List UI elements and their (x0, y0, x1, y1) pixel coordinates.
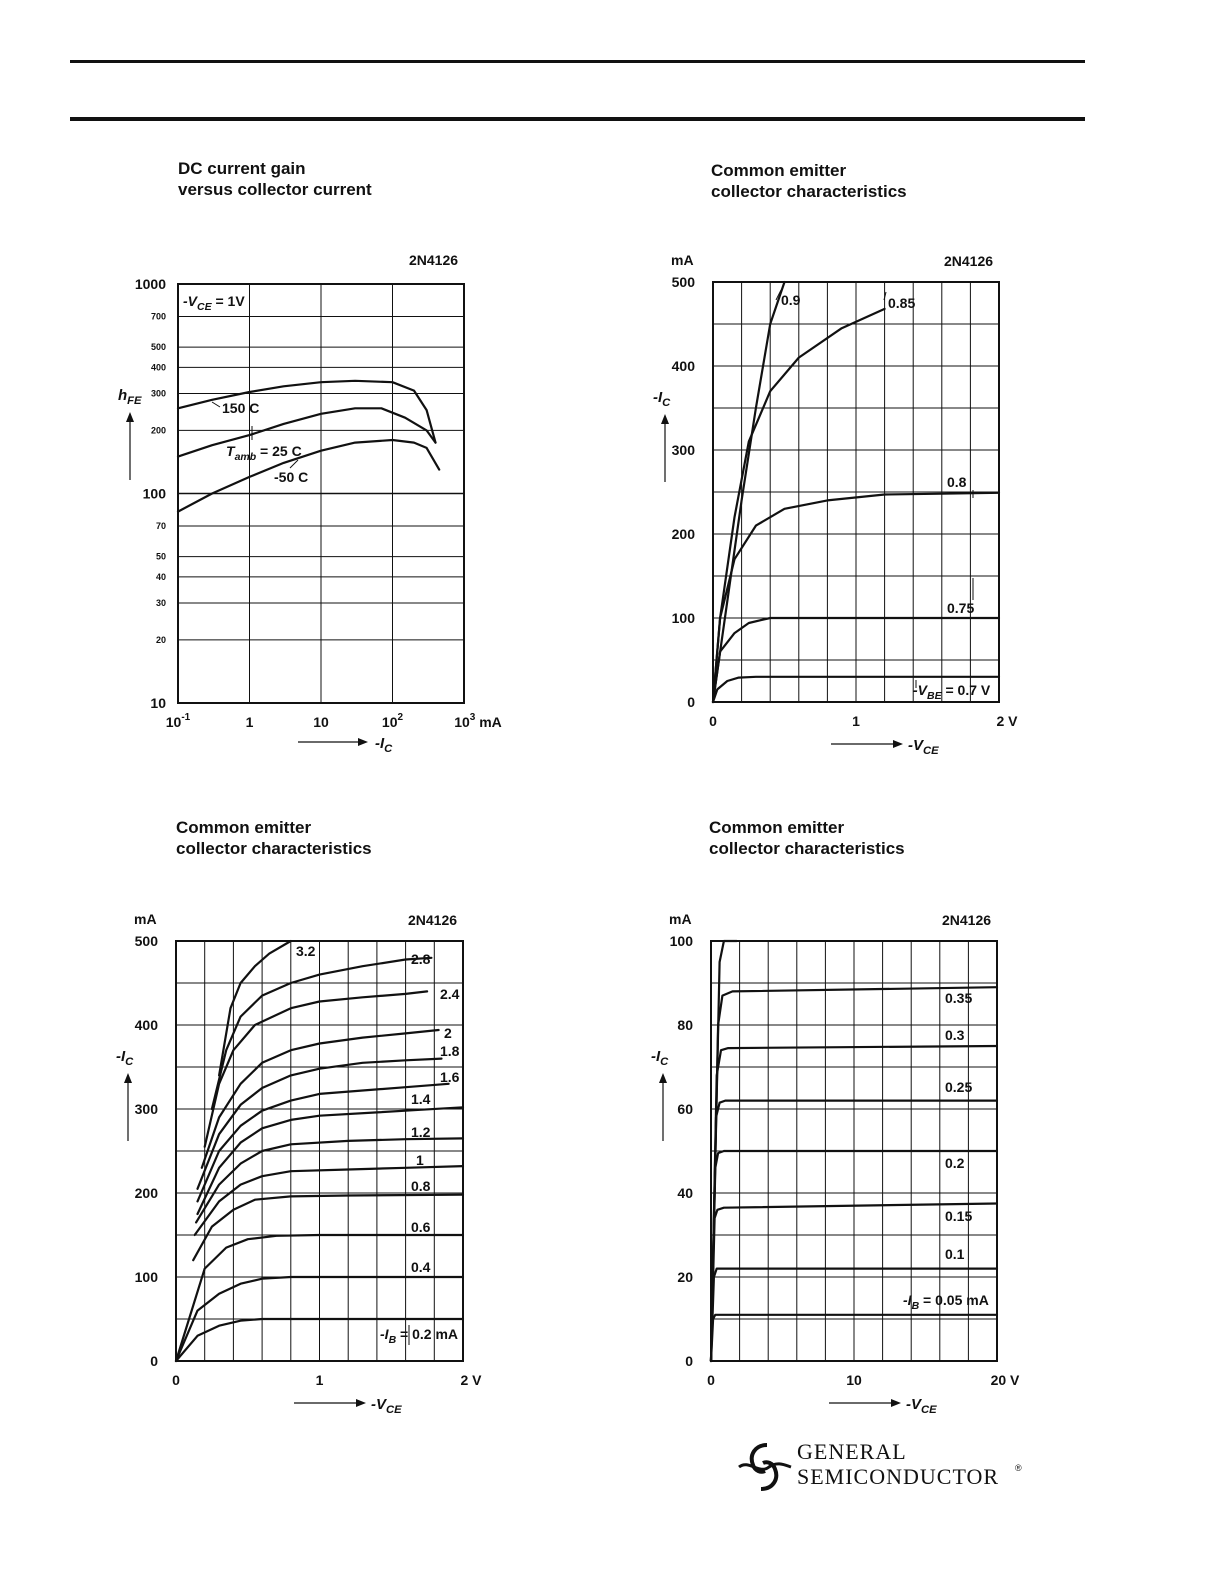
chart4-series-label: 0.35 (945, 990, 973, 1006)
chart4-y-tick-label: 0 (685, 1353, 693, 1369)
chart1-y-tick-label: 50 (155, 551, 166, 562)
chart3-y-tick-label: 300 (134, 1101, 158, 1117)
chart3-y-tick-label: 400 (134, 1017, 158, 1033)
chart1-condition-label: $-V_{CE} = 1V$ (183, 293, 245, 313)
chart1-y-arrow-head (126, 412, 134, 422)
chart3-series-label: 1.8 (440, 1043, 460, 1059)
chart4-y-arrow-head (659, 1073, 667, 1083)
chart3-series-label: 0.4 (411, 1259, 431, 1275)
chart1-series-line (178, 381, 436, 443)
chart2-series-label: 0.85 (888, 295, 916, 311)
chart4-series-label: 0.1 (945, 1246, 965, 1262)
chart1-x-tick-label: $10^2$ (381, 712, 404, 730)
chart4-series-label: 0.2 (945, 1155, 965, 1171)
chart3-series-label: 1.6 (440, 1069, 460, 1085)
gs-logo-icon (735, 1437, 795, 1497)
chart2-x-arrow-head (893, 740, 903, 748)
chart1-title-line1: DC current gain (178, 159, 306, 178)
chart1-y-tick-label: 70 (155, 520, 166, 531)
chart4-y-tick-label: 80 (677, 1017, 693, 1033)
chart2-title-line1: Common emitter (711, 161, 847, 180)
chart1-y-tick-label: 200 (150, 425, 166, 436)
chart3-title-line2: collector characteristics (176, 839, 372, 858)
chart1-leader (212, 402, 220, 407)
chart2-y-tick-label: 0 (687, 694, 695, 710)
chart2-part-label: 2N4126 (944, 253, 994, 269)
chart1-y-axis-label: $h_{FE}$ (118, 387, 142, 407)
chart2-y-tick-label: 400 (671, 358, 695, 374)
chart1-y-tick-label: 400 (150, 362, 166, 373)
chart4-title-line1: Common emitter (709, 818, 845, 837)
chart3-part-label: 2N4126 (408, 912, 458, 928)
chart1-y-tick-label: 500 (150, 342, 166, 353)
chart1-series-line (178, 440, 439, 512)
chart4-y-tick-label: 100 (669, 933, 693, 949)
chart3-series-label: $-I_B = 0.2$ mA (380, 1326, 459, 1346)
chart1-series-label: $T_{amb} = 25$ C (226, 443, 302, 463)
chart3-series-label: 1.4 (411, 1091, 431, 1107)
chart4-series-label: $-I_B = 0.05$ mA (903, 1292, 989, 1312)
chart1-series-label: 150 C (222, 400, 260, 416)
chart4-x-arrow-head (891, 1399, 901, 1407)
chart2-y-axis-label: $-I_C$ (653, 389, 671, 409)
chart3-y-tick-label: 100 (134, 1269, 158, 1285)
chart4-series-label: 0.3 (945, 1027, 965, 1043)
chart1-y-tick-label: 1000 (134, 276, 166, 292)
chart1-y-tick-label: 300 (150, 388, 166, 399)
chart2-y-tick-label: 200 (671, 526, 695, 542)
chart3-x-tick-label: 1 (315, 1372, 324, 1388)
chart1-y-tick-label: 700 (150, 311, 166, 322)
chart4-x-axis-label: $-V_{CE}$ (906, 1396, 937, 1416)
chart3-series-label: 3.2 (296, 943, 316, 959)
chart3-x-axis-label: $-V_{CE}$ (371, 1396, 402, 1416)
chart1-x-tick-label: $10^{-1}$ (165, 712, 191, 730)
chart2-series-label: 0.8 (947, 474, 967, 490)
chart4-x-tick-label: 0 (707, 1372, 715, 1388)
chart4-y-tick-label: 20 (677, 1269, 693, 1285)
chart1-series-line (178, 408, 436, 456)
chart1-x-tick-label: 1 (245, 714, 254, 730)
chart2-x-tick-label: 2 V (996, 713, 1018, 729)
chart4-y-unit-label: mA (669, 911, 692, 927)
general-semiconductor-logo (735, 1437, 1035, 1497)
chart2-x-tick-label: 1 (852, 713, 860, 729)
chart3-y-arrow-head (124, 1073, 132, 1083)
chart3-x-arrow-head (356, 1399, 366, 1407)
chart3-y-tick-label: 500 (134, 933, 158, 949)
chart2-y-unit-label: mA (671, 252, 694, 268)
chart3-series-label: 0.8 (411, 1178, 431, 1194)
chart1-y-tick-label: 40 (155, 571, 166, 582)
chart2-y-tick-label: 500 (671, 274, 695, 290)
chart3-x-tick-label: 2 V (460, 1372, 482, 1388)
chart3-y-axis-label: $-I_C$ (116, 1048, 134, 1068)
chart3-series-label: 2 (444, 1025, 452, 1041)
chart2-series-label: $-V_{BE} = 0.7$ V (913, 682, 991, 702)
chart2-y-tick-label: 300 (671, 442, 695, 458)
chart3-title-line1: Common emitter (176, 818, 312, 837)
chart1-series-label: -50 C (274, 469, 309, 485)
chart2-y-arrow-head (661, 414, 669, 424)
chart4-y-tick-label: 60 (677, 1101, 693, 1117)
chart3-series-label: 1.2 (411, 1124, 431, 1140)
chart4-title-line2: collector characteristics (709, 839, 905, 858)
registered-mark: ® (1015, 1463, 1022, 1473)
chart1-y-tick-label: 30 (155, 598, 166, 609)
chart2-series-label: 0.9 (781, 292, 801, 308)
chart3-y-tick-label: 200 (134, 1185, 158, 1201)
chart4-part-label: 2N4126 (942, 912, 992, 928)
chart1-x-tick-label: $10^3$ mA (454, 712, 502, 730)
chart3-series-label: 2.4 (440, 986, 460, 1002)
logo-line2: SEMICONDUCTOR (797, 1464, 1000, 1489)
chart4-x-tick-label: 20 V (990, 1372, 1020, 1388)
chart2-title-line2: collector characteristics (711, 182, 907, 201)
chart2-y-tick-label: 100 (671, 610, 695, 626)
chart4-y-axis-label: $-I_C$ (651, 1048, 669, 1068)
chart3-series-label: 1 (416, 1152, 424, 1168)
chart3-series-label: 2.8 (411, 951, 431, 967)
chart1-x-tick-label: 10 (313, 714, 329, 730)
chart2-series-label: 0.75 (947, 600, 975, 616)
chart1-y-tick-label: 20 (155, 634, 166, 645)
chart4-x-tick-label: 10 (846, 1372, 862, 1388)
logo-line1: GENERAL (797, 1439, 907, 1464)
chart1-title-line2: versus collector current (178, 180, 372, 199)
chart1-y-tick-label: 10 (150, 695, 166, 711)
chart3-series-label: 0.6 (411, 1219, 431, 1235)
chart1-x-axis-label: $-I_C$ (375, 735, 393, 755)
chart3-y-tick-label: 0 (150, 1353, 158, 1369)
chart1-part-label: 2N4126 (409, 252, 459, 268)
chart1-y-tick-label: 100 (142, 485, 166, 502)
chart2-x-axis-label: $-V_{CE}$ (908, 737, 939, 757)
chart4-series-label: 0.15 (945, 1208, 973, 1224)
chart4-y-tick-label: 40 (677, 1185, 693, 1201)
chart2-x-tick-label: 0 (709, 713, 717, 729)
chart3-y-unit-label: mA (134, 911, 157, 927)
chart1-x-arrow-head (358, 738, 368, 746)
chart3-x-tick-label: 0 (172, 1372, 180, 1388)
chart4-series-label: 0.25 (945, 1079, 973, 1095)
